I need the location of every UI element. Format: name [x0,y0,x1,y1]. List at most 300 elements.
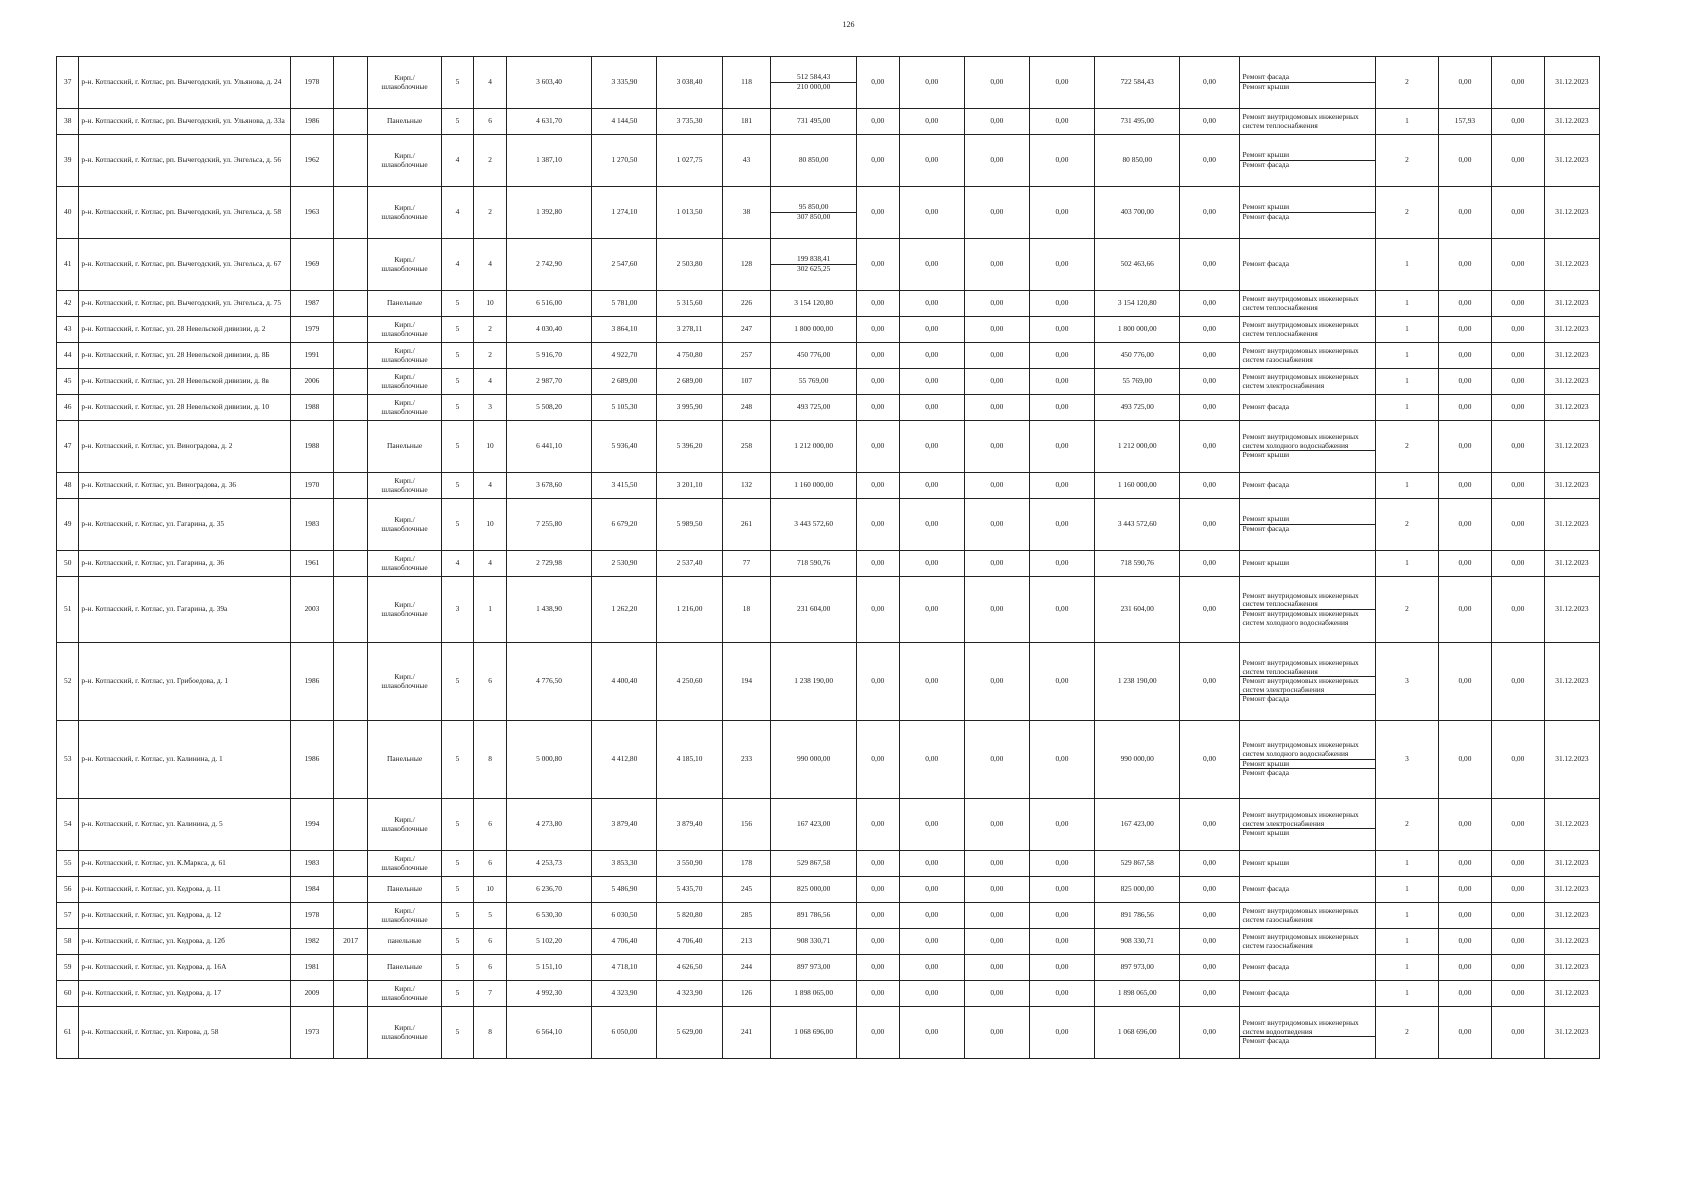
table-row [57,721,1600,799]
table-row [57,577,1600,643]
zero-4: 0,00 [1029,291,1094,317]
address-cell: р-н. Котласский, г. Котлас, ул. Кедрова, д. 17 [79,981,291,1007]
area-c: 2 503,80 [657,239,722,291]
zero-4: 0,00 [1029,135,1094,187]
work-types [1239,981,1375,1007]
zero-2: 0,00 [899,421,964,473]
value-2: 0,00 [1491,955,1544,981]
zero-3: 0,00 [964,577,1029,643]
floors-count: 3 [441,577,474,643]
zero-2: 0,00 [899,877,964,903]
address-cell: р-н. Котласский, г. Котлас, ул. Калинина, д. 1 [79,721,291,799]
area-c: 4 185,10 [657,721,722,799]
work-types-item: Ремонт внутридомовых инженерных систем холодного водоснабжения [1242,740,1359,758]
entrances-count: 4 [474,369,507,395]
work-types-item: Ремонт крыши [1240,759,1375,769]
work-types-item: Ремонт крыши [1242,514,1290,524]
zero-2: 0,00 [899,369,964,395]
work-types [1239,239,1375,291]
value-1: 0,00 [1438,877,1491,903]
total-area: 4 631,70 [506,109,591,135]
year-last-repair [333,577,368,643]
entrances-count: 6 [474,851,507,877]
cost-parts-item: 167 423,00 [797,819,831,829]
total-area: 6 236,70 [506,877,591,903]
fund-total: 718 590,76 [1095,551,1180,577]
zero-5: 0,00 [1180,721,1239,799]
year-built: 1963 [291,187,334,239]
work-types-item: Ремонт фасада [1242,72,1289,82]
deadline-date: 31.12.2023 [1544,499,1599,551]
residents-count: 213 [722,929,771,955]
deadline-date: 31.12.2023 [1544,799,1599,851]
table-row [57,981,1600,1007]
cost-parts-item: 1 160 000,00 [794,480,834,490]
cost-parts-item: 307 850,00 [771,212,855,222]
entrances-count: 4 [474,473,507,499]
floors-count: 5 [441,721,474,799]
table-row [57,1007,1600,1059]
zero-1: 0,00 [856,929,899,955]
year-built: 1961 [291,551,334,577]
zero-5: 0,00 [1180,395,1239,421]
entrances-count: 2 [474,317,507,343]
cost-parts-item: 908 330,71 [797,936,831,946]
zero-5: 0,00 [1180,57,1239,109]
value-1: 0,00 [1438,135,1491,187]
cost-parts-item: 3 154 120,80 [794,298,834,308]
zero-2: 0,00 [899,981,964,1007]
zero-5: 0,00 [1180,187,1239,239]
year-last-repair [333,135,368,187]
floors-count: 5 [441,109,474,135]
cost-parts [771,421,856,473]
zero-5: 0,00 [1180,473,1239,499]
residents-count: 43 [722,135,771,187]
wall-material: Кирп./ шлакоблочные [368,851,441,877]
floors-count: 4 [441,239,474,291]
work-types-item: Ремонт фасада [1242,988,1289,998]
residents-count: 258 [722,421,771,473]
year-last-repair [333,109,368,135]
address-cell: р-н. Котласский, г. Котлас, ул. 28 Невельской дивизии, д. 8Б [79,343,291,369]
cost-parts-item: 1 898 065,00 [794,988,834,998]
value-2: 0,00 [1491,643,1544,721]
residents-count: 247 [722,317,771,343]
zero-3: 0,00 [964,929,1029,955]
value-2: 0,00 [1491,343,1544,369]
zero-3: 0,00 [964,109,1029,135]
wall-material: Кирп./ шлакоблочные [368,981,441,1007]
works-count: 1 [1375,317,1438,343]
year-last-repair [333,57,368,109]
area-b: 6 050,00 [592,1007,657,1059]
row-number: 52 [57,643,79,721]
residents-count: 241 [722,1007,771,1059]
table-row [57,57,1600,109]
table-row [57,135,1600,187]
value-1: 0,00 [1438,499,1491,551]
fund-total: 1 212 000,00 [1095,421,1180,473]
address-cell: р-н. Котласский, г. Котлас, ул. Кирова, д. 58 [79,1007,291,1059]
residents-count: 257 [722,343,771,369]
zero-3: 0,00 [964,851,1029,877]
area-c: 5 820,80 [657,903,722,929]
residents-count: 285 [722,903,771,929]
address-cell: р-н. Котласский, г. Котлас, ул. Гагарина, д. 39а [79,577,291,643]
zero-3: 0,00 [964,343,1029,369]
year-built: 1978 [291,903,334,929]
works-count: 1 [1375,369,1438,395]
year-built: 1994 [291,799,334,851]
year-built: 1962 [291,135,334,187]
row-number: 44 [57,343,79,369]
zero-2: 0,00 [899,851,964,877]
deadline-date: 31.12.2023 [1544,955,1599,981]
value-2: 0,00 [1491,317,1544,343]
entrances-count: 8 [474,721,507,799]
zero-1: 0,00 [856,551,899,577]
zero-1: 0,00 [856,577,899,643]
value-2: 0,00 [1491,291,1544,317]
address-cell: р-н. Котласский, г. Котлас, рп. Вычегодский, ул. Энгельса, д. 58 [79,187,291,239]
deadline-date: 31.12.2023 [1544,473,1599,499]
zero-1: 0,00 [856,239,899,291]
work-types [1239,421,1375,473]
value-1: 0,00 [1438,851,1491,877]
table-row [57,799,1600,851]
area-c: 4 750,80 [657,343,722,369]
works-count: 2 [1375,135,1438,187]
cost-parts-item: 210 000,00 [771,82,855,92]
work-types-item: Ремонт внутридомовых инженерных систем холодного водоснабжения [1240,609,1375,627]
wall-material: Панельные [368,877,441,903]
area-b: 6 679,20 [592,499,657,551]
wall-material: Кирп./ шлакоблочные [368,135,441,187]
row-number: 56 [57,877,79,903]
work-types-item: Ремонт крыши [1240,450,1375,460]
zero-2: 0,00 [899,317,964,343]
wall-material: Кирп./ шлакоблочные [368,187,441,239]
area-b: 4 706,40 [592,929,657,955]
work-types-item: Ремонт фасада [1240,694,1375,704]
row-number: 40 [57,187,79,239]
area-b: 3 853,30 [592,851,657,877]
zero-2: 0,00 [899,343,964,369]
fund-total: 731 495,00 [1095,109,1180,135]
zero-2: 0,00 [899,643,964,721]
floors-count: 5 [441,929,474,955]
residents-count: 233 [722,721,771,799]
fund-total: 1 238 190,00 [1095,643,1180,721]
zero-5: 0,00 [1180,421,1239,473]
entrances-count: 2 [474,343,507,369]
work-types-item: Ремонт фасада [1240,212,1375,222]
deadline-date: 31.12.2023 [1544,291,1599,317]
entrances-count: 5 [474,903,507,929]
cost-parts [771,317,856,343]
year-last-repair [333,291,368,317]
floors-count: 5 [441,395,474,421]
value-1: 0,00 [1438,317,1491,343]
entrances-count: 10 [474,421,507,473]
works-count: 2 [1375,799,1438,851]
area-b: 1 270,50 [592,135,657,187]
cost-parts [771,369,856,395]
zero-3: 0,00 [964,369,1029,395]
work-types [1239,1007,1375,1059]
residents-count: 107 [722,369,771,395]
zero-2: 0,00 [899,499,964,551]
value-1: 0,00 [1438,239,1491,291]
table-row [57,851,1600,877]
area-b: 5 105,30 [592,395,657,421]
works-count: 3 [1375,721,1438,799]
work-types [1239,499,1375,551]
total-area: 5 508,20 [506,395,591,421]
table-row [57,239,1600,291]
works-count: 3 [1375,643,1438,721]
deadline-date: 31.12.2023 [1544,57,1599,109]
deadline-date: 31.12.2023 [1544,395,1599,421]
wall-material: панельные [368,929,441,955]
zero-1: 0,00 [856,1007,899,1059]
value-1: 0,00 [1438,955,1491,981]
work-types [1239,877,1375,903]
address-cell: р-н. Котласский, г. Котлас, ул. Гагарина, д. 36 [79,551,291,577]
year-built: 1983 [291,499,334,551]
total-area: 3 603,40 [506,57,591,109]
deadline-date: 31.12.2023 [1544,643,1599,721]
fund-total: 1 898 065,00 [1095,981,1180,1007]
work-types [1239,473,1375,499]
area-c: 1 027,75 [657,135,722,187]
zero-4: 0,00 [1029,799,1094,851]
zero-2: 0,00 [899,903,964,929]
row-number: 51 [57,577,79,643]
total-area: 2 987,70 [506,369,591,395]
cost-parts-item: 199 838,41 [797,254,831,264]
work-types-item: Ремонт крыши [1242,202,1290,212]
year-last-repair [333,317,368,343]
zero-1: 0,00 [856,187,899,239]
address-cell: р-н. Котласский, г. Котлас, рп. Вычегодский, ул. Энгельса, д. 67 [79,239,291,291]
residents-count: 128 [722,239,771,291]
zero-4: 0,00 [1029,499,1094,551]
year-built: 2003 [291,577,334,643]
wall-material: Кирп./ шлакоблочные [368,903,441,929]
zero-5: 0,00 [1180,291,1239,317]
zero-5: 0,00 [1180,903,1239,929]
zero-2: 0,00 [899,577,964,643]
value-1: 0,00 [1438,421,1491,473]
deadline-date: 31.12.2023 [1544,343,1599,369]
year-last-repair [333,721,368,799]
zero-5: 0,00 [1180,343,1239,369]
area-b: 4 323,90 [592,981,657,1007]
value-2: 0,00 [1491,57,1544,109]
total-area: 6 530,30 [506,903,591,929]
row-number: 49 [57,499,79,551]
entrances-count: 4 [474,57,507,109]
year-built: 1986 [291,109,334,135]
year-last-repair [333,1007,368,1059]
fund-total: 450 776,00 [1095,343,1180,369]
page-number: 126 [842,20,855,29]
floors-count: 5 [441,57,474,109]
year-last-repair [333,239,368,291]
zero-3: 0,00 [964,877,1029,903]
residents-count: 38 [722,187,771,239]
works-count: 1 [1375,955,1438,981]
floors-count: 5 [441,369,474,395]
total-area: 4 273,80 [506,799,591,851]
work-types-item: Ремонт внутридомовых инженерных систем водоотведения [1242,1018,1359,1036]
work-types [1239,929,1375,955]
value-1: 0,00 [1438,799,1491,851]
total-area: 3 678,60 [506,473,591,499]
cost-parts [771,577,856,643]
works-count: 1 [1375,473,1438,499]
zero-4: 0,00 [1029,421,1094,473]
total-area: 2 729,98 [506,551,591,577]
zero-3: 0,00 [964,499,1029,551]
work-types-item: Ремонт внутридомовых инженерных систем газоснабжения [1242,345,1359,364]
area-c: 5 629,00 [657,1007,722,1059]
zero-4: 0,00 [1029,369,1094,395]
works-count: 1 [1375,981,1438,1007]
entrances-count: 10 [474,877,507,903]
value-1: 0,00 [1438,291,1491,317]
cost-parts [771,929,856,955]
area-b: 4 400,40 [592,643,657,721]
work-types [1239,799,1375,851]
table-row [57,551,1600,577]
area-b: 1 274,10 [592,187,657,239]
zero-2: 0,00 [899,109,964,135]
value-2: 0,00 [1491,851,1544,877]
cost-parts-item: 450 776,00 [797,350,831,360]
zero-5: 0,00 [1180,929,1239,955]
cost-parts-item: 95 850,00 [798,202,829,212]
work-types-item: Ремонт внутридомовых инженерных систем теплоснабжения [1242,111,1359,130]
fund-total: 897 973,00 [1095,955,1180,981]
zero-4: 0,00 [1029,343,1094,369]
cost-parts [771,903,856,929]
deadline-date: 31.12.2023 [1544,135,1599,187]
entrances-count: 10 [474,499,507,551]
cost-parts-item: 891 786,56 [797,910,831,920]
zero-5: 0,00 [1180,577,1239,643]
work-types-item: Ремонт фасада [1240,1036,1375,1046]
value-2: 0,00 [1491,551,1544,577]
wall-material: Кирп./ шлакоблочные [368,395,441,421]
area-c: 2 689,00 [657,369,722,395]
area-b: 3 864,10 [592,317,657,343]
deadline-date: 31.12.2023 [1544,239,1599,291]
residents-count: 245 [722,877,771,903]
floors-count: 4 [441,135,474,187]
address-cell: р-н. Котласский, г. Котлас, ул. Кедрова, д. 11 [79,877,291,903]
fund-total: 493 725,00 [1095,395,1180,421]
year-built: 1988 [291,421,334,473]
row-number: 57 [57,903,79,929]
zero-4: 0,00 [1029,57,1094,109]
fund-total: 502 463,66 [1095,239,1180,291]
zero-5: 0,00 [1180,551,1239,577]
zero-3: 0,00 [964,239,1029,291]
cost-parts-item: 231 604,00 [797,604,831,614]
value-1: 0,00 [1438,343,1491,369]
works-count: 1 [1375,851,1438,877]
row-number: 61 [57,1007,79,1059]
wall-material: Кирп./ шлакоблочные [368,551,441,577]
floors-count: 5 [441,317,474,343]
zero-2: 0,00 [899,291,964,317]
work-types-item: Ремонт внутридомовых инженерных систем электроснабжения [1240,676,1375,694]
work-types-item: Ремонт фасада [1240,524,1375,534]
year-built: 2006 [291,369,334,395]
cost-parts [771,187,856,239]
zero-2: 0,00 [899,135,964,187]
total-area: 1 392,80 [506,187,591,239]
area-b: 6 030,50 [592,903,657,929]
work-types-item: Ремонт внутридомовых инженерных систем теплоснабжения [1242,590,1359,609]
table-row [57,877,1600,903]
zero-1: 0,00 [856,799,899,851]
year-last-repair [333,551,368,577]
row-number: 43 [57,317,79,343]
year-last-repair [333,903,368,929]
table-row [57,473,1600,499]
row-number: 59 [57,955,79,981]
entrances-count: 6 [474,799,507,851]
value-2: 0,00 [1491,109,1544,135]
work-types-item: Ремонт крыши [1240,82,1375,92]
value-1: 0,00 [1438,643,1491,721]
total-area: 6 441,10 [506,421,591,473]
deadline-date: 31.12.2023 [1544,187,1599,239]
total-area: 4 776,50 [506,643,591,721]
total-area: 5 916,70 [506,343,591,369]
zero-3: 0,00 [964,643,1029,721]
row-number: 47 [57,421,79,473]
address-cell: р-н. Котласский, г. Котлас, ул. Грибоедова, д. 1 [79,643,291,721]
table-row [57,643,1600,721]
address-cell: р-н. Котласский, г. Котлас, ул. Гагарина, д. 35 [79,499,291,551]
row-number: 50 [57,551,79,577]
year-last-repair [333,369,368,395]
work-types-item: Ремонт внутридомовых инженерных систем теплоснабжения [1242,319,1359,338]
deadline-date: 31.12.2023 [1544,421,1599,473]
zero-5: 0,00 [1180,799,1239,851]
zero-1: 0,00 [856,643,899,721]
residents-count: 244 [722,955,771,981]
table-row [57,421,1600,473]
value-1: 0,00 [1438,473,1491,499]
total-area: 1 387,10 [506,135,591,187]
address-cell: р-н. Котласский, г. Котлас, рп. Вычегодский, ул. Энгельса, д. 56 [79,135,291,187]
area-b: 1 262,20 [592,577,657,643]
zero-4: 0,00 [1029,317,1094,343]
work-types [1239,135,1375,187]
year-last-repair [333,643,368,721]
floors-count: 5 [441,903,474,929]
residents-count: 248 [722,395,771,421]
work-types-item: Ремонт фасада [1242,402,1289,412]
work-types-item: Ремонт внутридомовых инженерных систем холодного водоснабжения [1242,432,1359,450]
floors-count: 5 [441,1007,474,1059]
